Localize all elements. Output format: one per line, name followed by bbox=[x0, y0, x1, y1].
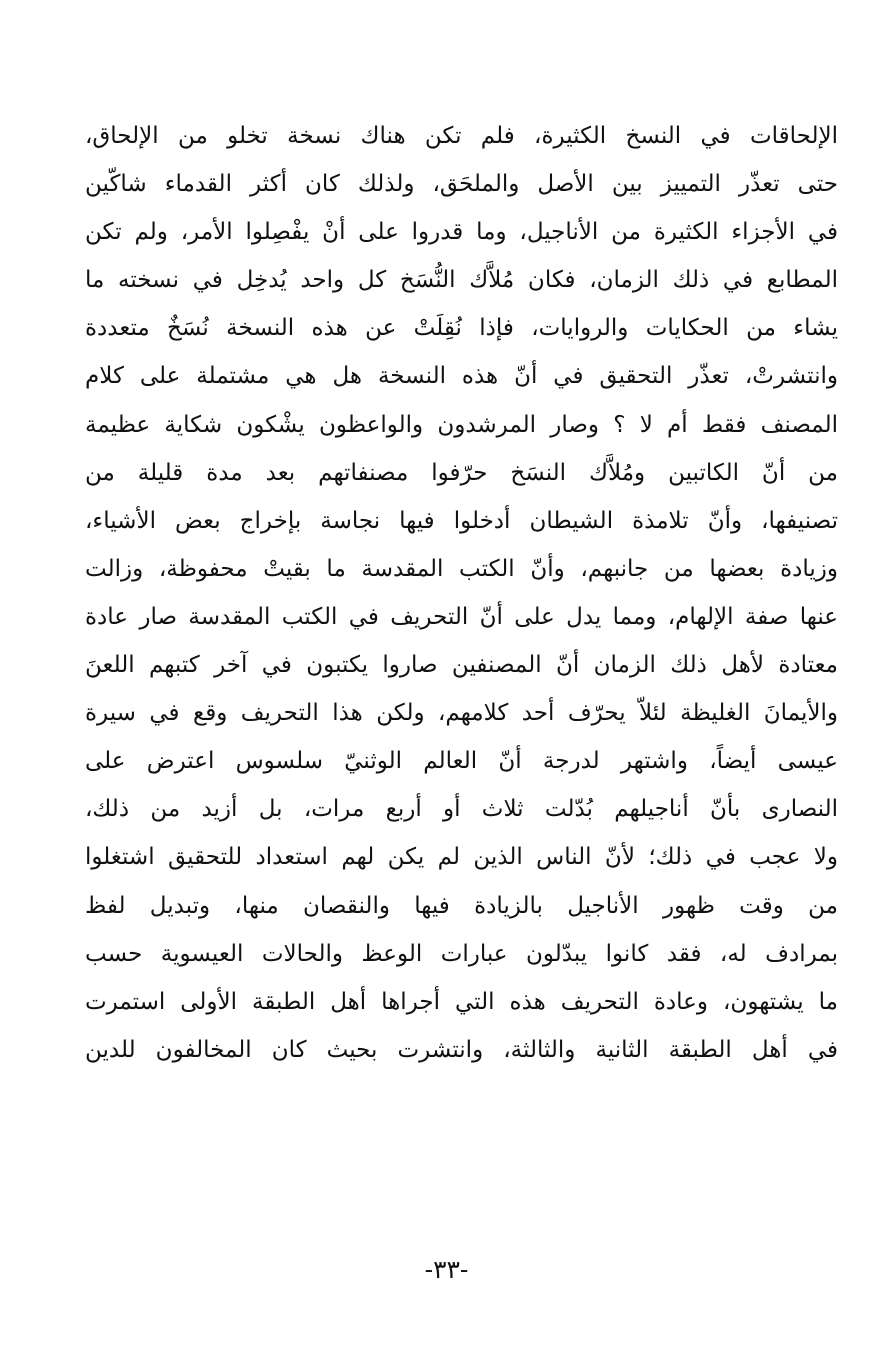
text-line: الإلحاقات في النسخ الكثيرة، فلم تكن هناك نسخة تخلو من الإلحاق، bbox=[85, 123, 838, 149]
text-line: المصنف فقط أم لا ؟ وصار المرشدون والواعظون يشْكون شكاية عظيمة bbox=[85, 411, 838, 438]
body-text bbox=[85, 112, 838, 1074]
page-number: -٣٣- bbox=[424, 1255, 469, 1284]
text-line: وزيادة بعضها من جانبهم، وأنّ الكتب المقدسة ما بقيتْ محفوظة، وزالت bbox=[85, 555, 838, 582]
text-line: معتادة لأهل ذلك الزمان أنّ المصنفين صاروا يكتبون في آخر كتبهم اللعنَ bbox=[85, 652, 838, 679]
text-line: في الأجزاء الكثيرة من الأناجيل، وما قدروا على أنْ يفْصِلوا الأمر، ولم تكن bbox=[85, 219, 838, 246]
text-line: حتى تعذّر التمييز بين الأصل والملحَق، ولذلك كان أكثر القدماء شاكّين bbox=[85, 171, 838, 198]
text-line: وانتشرتْ، تعذّر التحقيق في أنّ هذه النسخة هل هي مشتملة على كلام bbox=[85, 363, 838, 390]
text-line: والأيمانَ الغليظة لئلاّ يحرّف أحد كلامهم، ولكن هذا التحريف وقع في سيرة bbox=[85, 700, 838, 727]
text-line: بمرادف له، فقد كانوا يبدّلون عبارات الوعظ والحالات العيسوية حسب bbox=[85, 940, 838, 967]
text-line: في أهل الطبقة الثانية والثالثة، وانتشرت بحيث كان المخالفون للدين bbox=[85, 1036, 838, 1063]
text-line: ولا عجب في ذلك؛ لأنّ الناس الذين لم يكن لهم استعداد للتحقيق اشتغلوا bbox=[85, 844, 838, 871]
text-line: ما يشتهون، وعادة التحريف هذه التي أجراها أهل الطبقة الأولى استمرت bbox=[85, 988, 838, 1015]
text-line: تصنيفها، وأنّ تلامذة الشيطان أدخلوا فيها نجاسة بإخراج بعض الأشياء، bbox=[85, 507, 838, 534]
text-line: من أنّ الكاتبين ومُلاَّك النسَخ حرّفوا مصنفاتهم بعد مدة قليلة من bbox=[85, 459, 838, 486]
text-line: عنها صفة الإلهام، ومما يدل على أنّ التحريف في الكتب المقدسة صار عادة bbox=[85, 603, 838, 630]
text-line: المطابع في ذلك الزمان، فكان مُلاَّك النُّسَخ كل واحد يُدخِل في نسخته ما bbox=[85, 267, 838, 294]
text-line: عيسى أيضاً، واشتهر لدرجة أنّ العالم الوثنيّ سلسوس اعترض على bbox=[85, 748, 838, 775]
text-line: يشاء من الحكايات والروايات، فإذا نُقِلَتْ عن هذه النسخة نُسَخٌ متعددة bbox=[85, 315, 838, 342]
text-line: من وقت ظهور الأناجيل بالزيادة فيها والنقصان منها، وتبديل لفظ bbox=[85, 892, 838, 919]
text-line: النصارى بأنّ أناجيلهم بُدّلت ثلاث أو أربع مرات، بل أزيد من ذلك، bbox=[85, 796, 838, 823]
